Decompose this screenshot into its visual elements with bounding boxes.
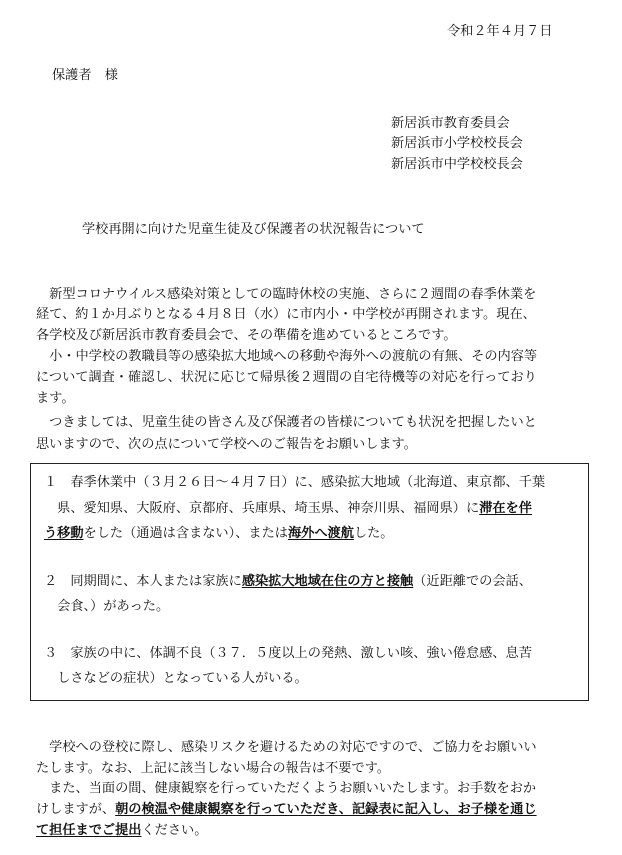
item-1-emphasis-travel: う移動 [44,526,84,541]
intro-line: 経て、約１か月ぶりとなる４月８日（水）に市内小・中学校が再開されます。現在、 [36,307,536,322]
item-1-text: をした（通過は含まない）、または [83,526,288,541]
item-1-line-1: １ 春季休業中（３月２６日～４月７日）に、感染拡大地域（北海道、東京都、千葉 [44,475,546,490]
item-2-line-1 [44,573,532,590]
intro-line: 新型コロナウイルス感染対策としての臨時休校の実施、さらに２週間の春季休業を [36,287,537,302]
item-1-line-3 [44,525,393,542]
item-2-emphasis-contact: 感染拡大地域在住の方と接触 [241,574,414,589]
intro-line: つきましては、児童生徒の皆さん及び保護者の皆様についても状況を把握したいと [36,415,537,430]
sender-board-of-education: 新居浜市教育委員会 [391,116,510,131]
intro-line: について調査・確認し、状況に応じて帰県後２週間の自宅待機等の対応を行っており [36,370,537,385]
item-1-text: 県、愛知県、大阪府、京都府、兵庫県、埼玉県、神奈川県、福岡県）に [44,501,480,516]
item-3-line-2: しさなどの症状）となっている人がいる。 [44,671,308,686]
item-1-line-2 [44,500,532,517]
item-2-text: （近距離での会話、 [413,574,532,589]
item-1-emphasis-stay: 滞在を伴 [479,501,532,516]
intro-line: 各学校及び新居浜市教育委員会で、その準備を進めているところです。 [36,328,457,343]
sender-junior-high-principals: 新居浜市中学校校長会 [391,157,523,172]
item-1-text: した。 [353,526,394,541]
intro-line: ます。 [36,391,75,406]
item-2-line-2: 会食、）があった。 [44,599,170,614]
closing-line: また、当面の間、健康観察を行っていただくようお願いいたします。お手数をおか [36,781,537,796]
intro-line: 小・中学校の教職員等の感染拡大地域への移動や海外への渡航の有無、その内容等 [36,349,538,364]
document-title: 学校再開に向けた児童生徒及び保護者の状況報告について [82,222,425,237]
closing-emphasis-submit: て担任までご提出 [36,823,142,838]
item-1-emphasis-overseas: 海外へ渡航 [287,526,354,541]
document-date: 令和２年４月７日 [447,24,553,39]
closing-text: ください。 [141,823,208,838]
closing-line: たします。なお、上記に該当しない場合の報告は不要です。 [36,761,390,776]
closing-line: 学校への登校に際し、感染リスクを避けるための対応ですので、ご協力をお願いい [36,740,537,755]
closing-emphasis-record: 朝の検温や健康観察を行っていただき、記録表に記入し、お子様を通じ [115,802,537,817]
intro-line: 思いますので、次の点について学校へのご報告をお願いします。 [36,437,417,452]
item-3-line-1: ３ 家族の中に、体調不良（３７．５度以上の発熱、激しい咳、強い倦怠感、息苦 [44,646,532,661]
sender-elementary-principals: 新居浜市小学校校長会 [391,136,523,151]
closing-line [36,801,537,818]
closing-line [36,822,207,839]
recipient-line: 保護者 様 [52,68,118,83]
closing-text: けしますが、 [36,802,116,817]
item-2-text: ２ 同期間に、本人または家族に [44,574,242,589]
